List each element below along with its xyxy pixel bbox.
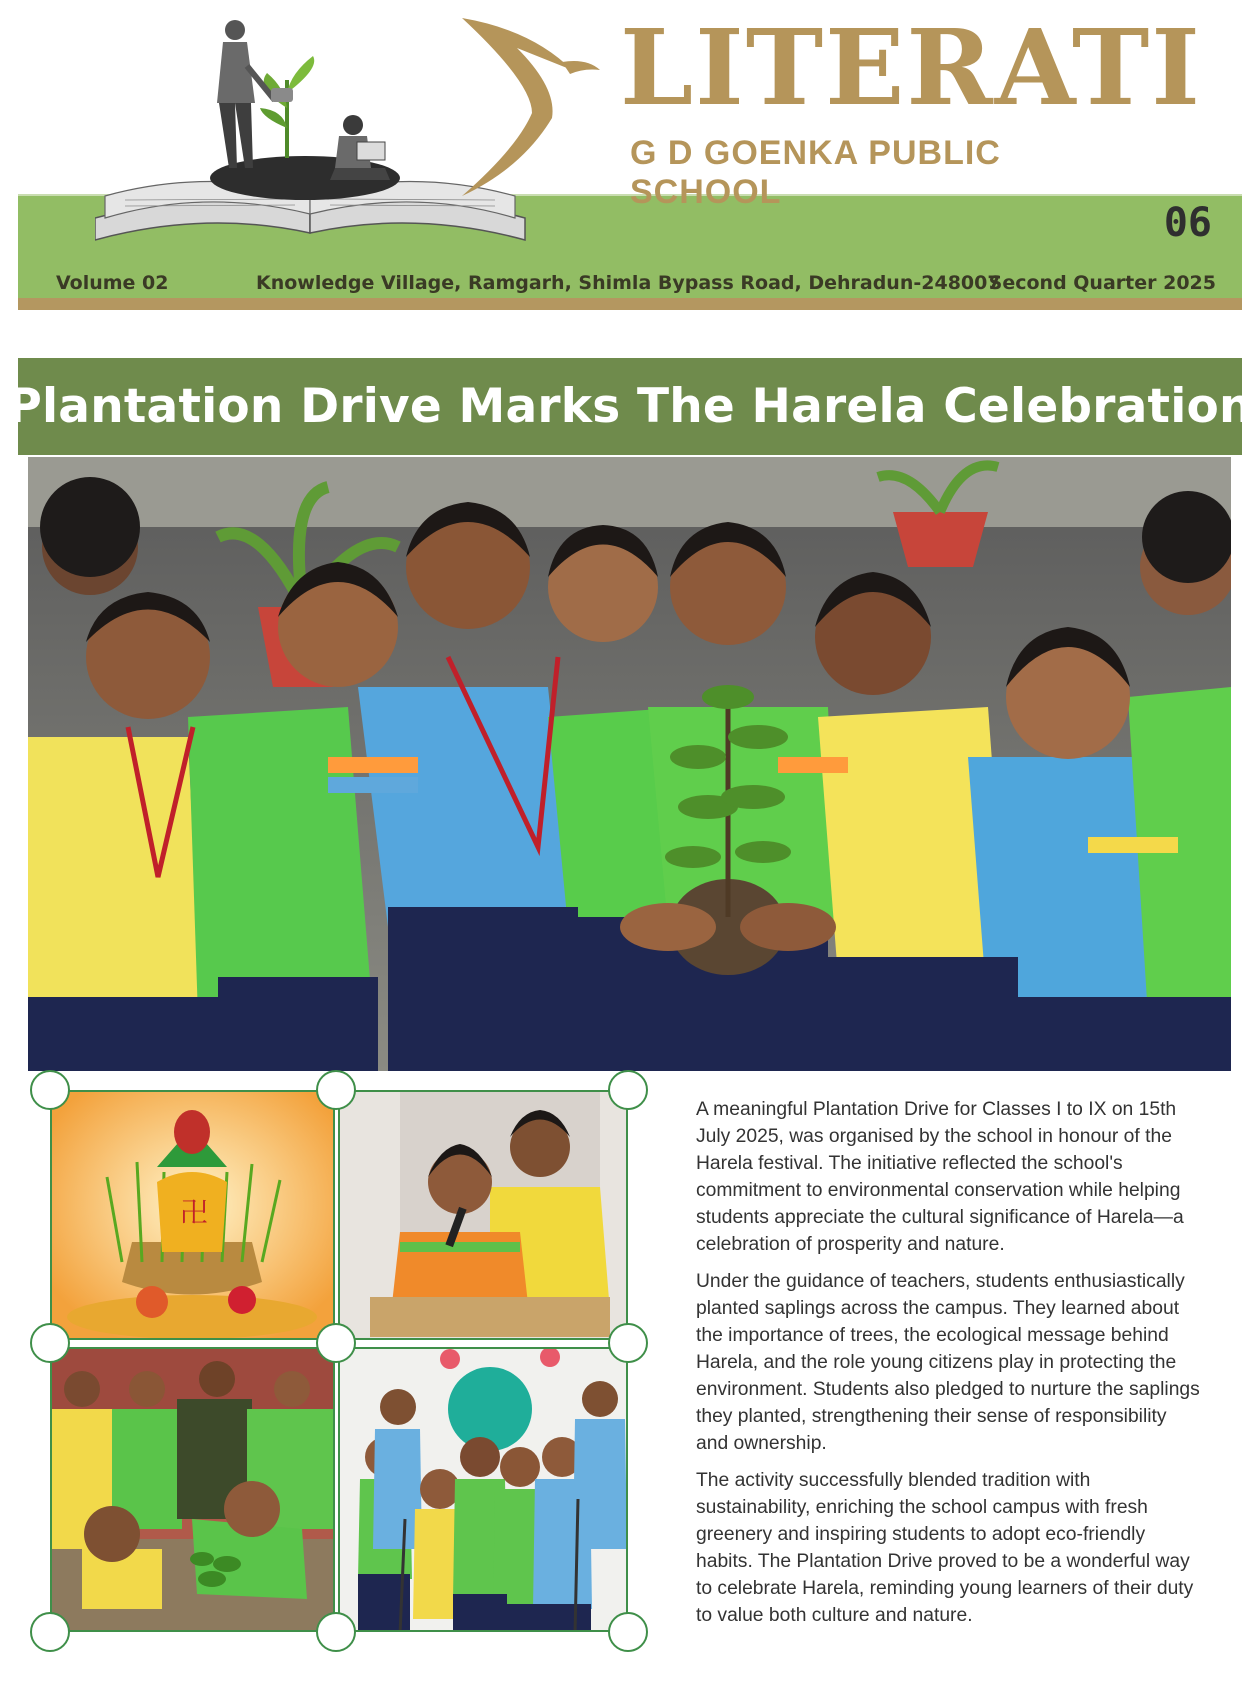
- volume-label: Volume 02: [56, 272, 169, 294]
- article-headline: Plantation Drive Marks The Harela Celebration: [7, 379, 1253, 434]
- swoosh-logo-mark: [462, 18, 602, 198]
- frame-corner-notch: [316, 1070, 356, 1110]
- collage-photo-children-planting: [50, 1347, 335, 1632]
- newsletter-title: LITERATI: [620, 6, 1202, 129]
- page-number: 06: [1163, 200, 1212, 246]
- school-address: Knowledge Village, Ramgarh, Shimla Bypass Road, Dehradun-248007: [256, 272, 1001, 294]
- hero-photo-illustration: [28, 457, 1231, 1071]
- frame-corner-notch: [608, 1070, 648, 1110]
- headline-bar: [7, 358, 1253, 455]
- frame-corner-notch: [316, 1323, 356, 1363]
- frame-corner-notch: [30, 1323, 70, 1363]
- svg-text:卍: 卍: [180, 1196, 209, 1229]
- collage-photo-student-speech: [338, 1090, 628, 1340]
- issue-quarter: Second Quarter 2025: [988, 272, 1216, 294]
- masthead: [0, 0, 1260, 320]
- frame-corner-notch: [608, 1323, 648, 1363]
- frame-corner-notch: [30, 1612, 70, 1652]
- collage-photo-harela-kalash: [50, 1090, 335, 1340]
- frame-corner-notch: [316, 1612, 356, 1652]
- article-paragraph: The activity successfully blended tradition with sustainability, enriching the school campus with fresh greenery and inspiring students to adopt eco-friendly habits. The Plantation Drive proved to be a wonderful way to celebrate Harela, reminding young learners of their duty to value both culture and nature.: [696, 1470, 1194, 1626]
- frame-corner-notch: [30, 1070, 70, 1110]
- collage-photo-group-on-stage: [338, 1347, 628, 1632]
- issue-info-row: [56, 272, 1216, 302]
- article-paragraph: Under the guidance of teachers, students enthusiastically planted saplings across the campus. They learned about the importance of trees, the ecological message behind Harela, and the role young citizens play in protecting the environment. Students also pledged to nurture the saplings they planted, strengthening their sense of responsibility and ownership.: [696, 1271, 1200, 1454]
- article-paragraph: A meaningful Plantation Drive for Classes I to IX on 15th July 2025, was organised by the school in honour of the Harela festival. The initiative reflected the school's commitment to environmental conservation while helping students appreciate the cultural significance of Harela—a celebration of prosperity and nature.: [696, 1099, 1184, 1255]
- article-body: [696, 1096, 1202, 1639]
- school-name: G D GOENKA PUBLIC SCHOOL: [630, 134, 1001, 211]
- photo-collage: [50, 1090, 678, 1632]
- hero-photo-children-holding-sapling: [28, 457, 1231, 1071]
- frame-corner-notch: [608, 1612, 648, 1652]
